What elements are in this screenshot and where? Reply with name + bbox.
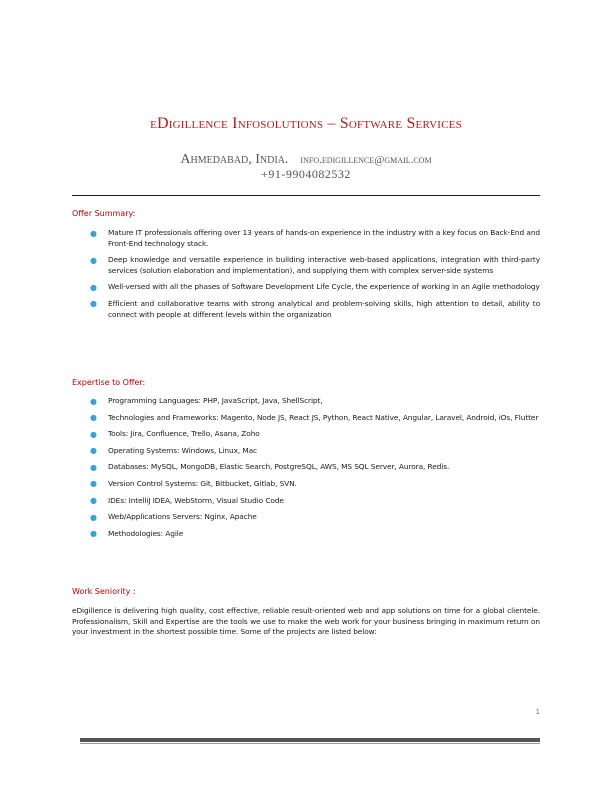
expertise-heading: Expertise to Offer: bbox=[72, 378, 146, 387]
bullet-icon: ● bbox=[90, 228, 97, 238]
bullet-icon: ● bbox=[90, 255, 97, 265]
offer-summary-heading: Offer Summary: bbox=[72, 209, 136, 218]
bullet-icon: ● bbox=[90, 396, 97, 406]
list-item-text: Web/Applications Servers: Nginx, Apache bbox=[108, 512, 257, 522]
list-item-text: IDEs: IntelliJ IDEA, WebStorm, Visual Studio Code bbox=[108, 495, 284, 505]
work-seniority-paragraph: eDigillence is delivering high quality, cost effective, reliable result-oriented web and app solutions on time for a global clientele. Professionalism, Skill and Expertise are the tools we use to make the web work for your business bringing in maximum return on your investment in the shortest possible time. Some of the projects are listed below: bbox=[72, 606, 540, 637]
list-item-text: Methodologies: Agile bbox=[108, 528, 184, 538]
list-item bbox=[72, 299, 540, 320]
list-item-text: Programming Languages: PHP, JavaScript, Java, ShellScript, bbox=[108, 396, 323, 405]
list-item bbox=[72, 446, 540, 457]
company-title: eDigillence Infosolutions – Software Services bbox=[150, 115, 462, 132]
expertise-list bbox=[72, 396, 540, 545]
bullet-icon: ● bbox=[90, 529, 97, 539]
bullet-icon: ● bbox=[90, 446, 97, 456]
list-item-text: Version Control Systems: Git, Bitbucket, Gitlab, SVN. bbox=[108, 478, 297, 488]
bullet-icon: ● bbox=[90, 462, 97, 472]
footer-bar-thin bbox=[80, 743, 540, 744]
list-item-text: Tools: Jira, Confluence, Trello, Asana, Zoho bbox=[108, 429, 260, 439]
list-item bbox=[72, 496, 540, 507]
offer-summary-list bbox=[72, 228, 540, 326]
bullet-icon: ● bbox=[90, 479, 97, 489]
bullet-icon: ● bbox=[90, 282, 97, 292]
list-item bbox=[72, 479, 540, 490]
list-item bbox=[72, 512, 540, 523]
list-item-text: Efficient and collaborative teams with strong analytical and problem-solving skills, high attention to detail, ability to connect with people at different levels within the organization bbox=[108, 298, 540, 319]
phone-number: +91-9904082532 bbox=[261, 167, 351, 181]
list-item-text: Databases: MySQL, MongoDB, Elastic Search, PostgreSQL, AWS, MS SQL Server, Aurora, Redis. bbox=[108, 462, 450, 472]
list-item bbox=[72, 282, 540, 293]
page-number: 1 bbox=[535, 708, 540, 716]
address-line bbox=[0, 150, 612, 168]
city: Ahmedabad, India. bbox=[180, 152, 289, 167]
bullet-icon: ● bbox=[90, 413, 97, 423]
bullet-icon: ● bbox=[90, 299, 97, 309]
list-item bbox=[72, 529, 540, 540]
list-item bbox=[72, 462, 540, 473]
list-item bbox=[72, 255, 540, 276]
list-item bbox=[72, 396, 540, 407]
list-item bbox=[72, 413, 540, 424]
footer-bar bbox=[80, 738, 540, 742]
work-seniority-heading: Work Seniority : bbox=[72, 587, 136, 596]
bullet-icon: ● bbox=[90, 512, 97, 522]
header-divider bbox=[72, 195, 540, 196]
list-item-text: Operating Systems: Windows, Linux, Mac bbox=[108, 445, 258, 455]
expertise-heading-text: Expertise to Offer bbox=[72, 378, 143, 387]
list-item-text: Deep knowledge and versatile experience in building interactive web-based applications, integration with third-party services (solution elaboration and implementation), and supplying them with complex server-side systems bbox=[108, 255, 540, 275]
list-item-text: Technologies and Frameworks: Magento, Node JS, React JS, Python, React Native, Angular, Laravel, Android, iOs, Flutter bbox=[108, 412, 539, 422]
list-item bbox=[72, 228, 540, 249]
work-seniority-heading-text: Work Seniority bbox=[72, 587, 133, 596]
bullet-icon: ● bbox=[90, 496, 97, 506]
email: info.edigillence@gmail.com bbox=[300, 154, 432, 166]
list-item bbox=[72, 429, 540, 440]
bullet-icon: ● bbox=[90, 429, 97, 439]
offer-summary-heading-text: Offer Summary bbox=[72, 209, 133, 218]
list-item-text: Mature IT professionals offering over 13 years of hands-on experience in the industry with a key focus on Back-End and Front-End technology stack. bbox=[108, 228, 540, 248]
list-item-text: Well-versed with all the phases of Software Development Life Cycle, the experience of working in an Agile methodology bbox=[108, 282, 540, 292]
